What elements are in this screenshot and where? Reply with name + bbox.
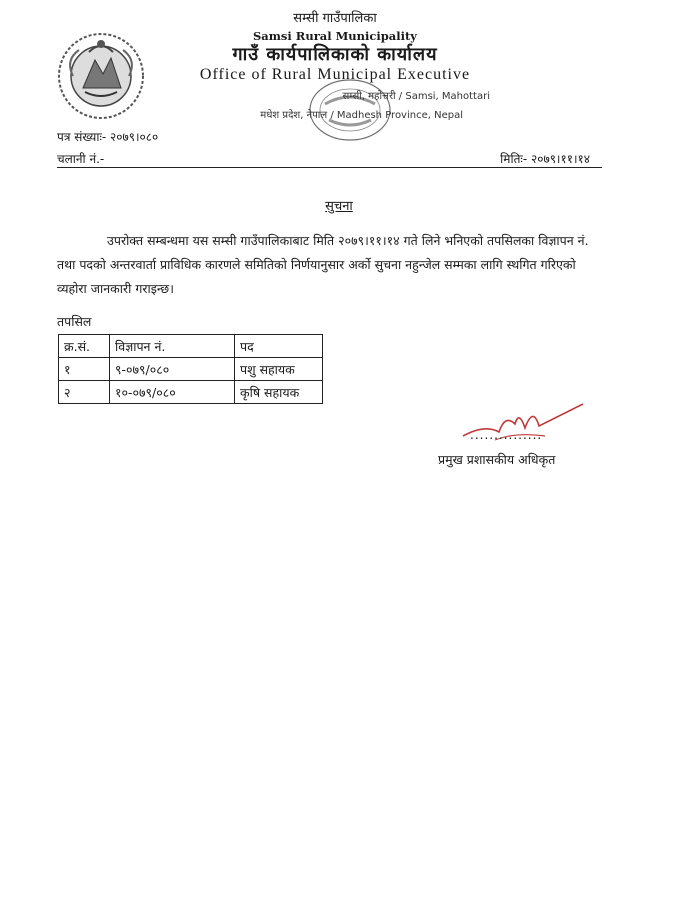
address-line-1: सम्सी, महोत्तरी / Samsi, Mahottari bbox=[342, 91, 490, 102]
chalani-number: चलानी नं.- bbox=[57, 152, 105, 166]
patra-sankhya: पत्र संख्याः- २०७९।०८० bbox=[57, 130, 159, 144]
signatory-title: प्रमुख प्रशासकीय अधिकृत bbox=[438, 452, 556, 467]
header-divider bbox=[57, 167, 602, 168]
municipality-name-np: सम्सी गाउँपालिका bbox=[293, 11, 377, 26]
office-name-en: Office of Rural Municipal Executive bbox=[199, 66, 471, 83]
nepal-emblem-icon bbox=[55, 30, 147, 122]
notice-subject bbox=[0, 196, 678, 214]
table-cell: १ bbox=[59, 358, 110, 381]
table-cell: १०-०७९/०८० bbox=[110, 381, 235, 404]
signature-icon bbox=[455, 402, 595, 452]
table-cell: ९-०७९/०८० bbox=[110, 358, 235, 381]
date-field: मितिः- २०७९।११।१४ bbox=[500, 152, 590, 166]
notice-subject-text: सुचना bbox=[325, 199, 353, 214]
table-header-row bbox=[59, 335, 323, 358]
office-stamp-icon bbox=[295, 70, 405, 150]
tapasil-label: तपसिल bbox=[57, 314, 92, 329]
municipality-name-en: Samsi Rural Municipality bbox=[253, 29, 417, 43]
table-cell: पशु सहायक bbox=[235, 358, 323, 381]
table-header-cell: विज्ञापन नं. bbox=[110, 335, 235, 358]
office-name-np: गाउँ कार्यपालिकाको कार्यालय bbox=[232, 44, 438, 65]
table-cell: २ bbox=[59, 381, 110, 404]
table-row bbox=[59, 381, 323, 404]
notice-body bbox=[57, 229, 602, 301]
table-header-cell: पद bbox=[235, 335, 323, 358]
table-row bbox=[59, 358, 323, 381]
table-cell: कृषि सहायक bbox=[235, 381, 323, 404]
notice-body-text: उपरोक्त सम्बन्धमा यस सम्सी गाउँपालिकाबाट मिति २०७९।११।१४ गते लिने भनिएको तपसिलका विज्ञापन नं. तथा पदको अन्तरवार्ता प्राविधिक कारणले समितिको निर्णयानुसार अर्को सुचना नहुन्जेल सम्मका लागि स्थगित गरिएको व्यहोरा जानकारी गराइन्छ। bbox=[57, 233, 589, 296]
signature-line: ............... bbox=[470, 428, 543, 442]
details-table bbox=[58, 334, 323, 404]
address-line-2: मधेश प्रदेश, नेपाल / Madhesh Province, Nepal bbox=[260, 110, 463, 121]
table-header-cell: क्र.सं. bbox=[59, 335, 110, 358]
